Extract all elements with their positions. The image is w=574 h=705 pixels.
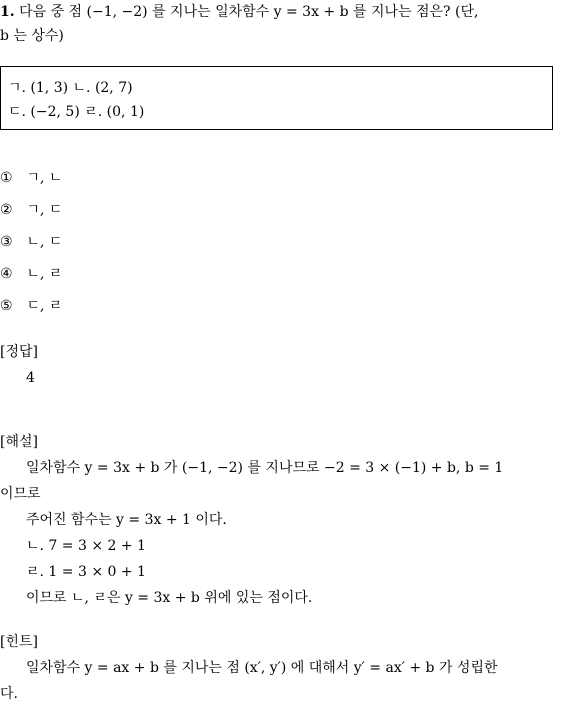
question-number: 1. (0, 4, 15, 20)
option-text: ㄴ, ㄹ (26, 266, 63, 282)
option-text: ㄴ, ㄷ (26, 234, 63, 250)
explanation-line-5: ㄹ. 1 = 3 × 0 + 1 (26, 564, 146, 580)
explanation-line-6: 이므로 ㄴ, ㄹ은 y = 3x + b 위에 있는 점이다. (26, 590, 313, 606)
question-line-1 (0, 2, 478, 22)
option-marker: ② (0, 202, 13, 218)
hint-line-1: 일차함수 y = ax + b 를 지나는 점 (x′, y′) 에 대해서 y′ = ax′ + b 가 성립한 (26, 660, 498, 676)
option-marker: ⑤ (0, 298, 13, 314)
option-2[interactable] (0, 200, 62, 220)
choices-box (0, 66, 553, 130)
hint-label: [힌트] (0, 634, 38, 650)
question-text: 다음 중 점 (−1, −2) 를 지나는 일차함수 y = 3x + b 를 지나는 점은? (단, (19, 4, 479, 20)
explanation-label: [해설] (0, 434, 38, 450)
option-4[interactable] (0, 264, 62, 284)
option-text: ㄱ, ㄴ (26, 170, 63, 186)
option-marker: ① (0, 170, 13, 186)
choices-row-2: ㄷ. (−2, 5) ㄹ. (0, 1) (8, 104, 145, 120)
option-text: ㄷ, ㄹ (26, 298, 63, 314)
option-marker: ④ (0, 266, 13, 282)
explanation-line-2: 이므로 (0, 486, 41, 502)
question-line-2: b 는 상수) (0, 28, 64, 44)
answer-label: [정답] (0, 344, 38, 360)
option-marker: ③ (0, 234, 13, 250)
option-5[interactable] (0, 296, 62, 316)
answer-value: 4 (26, 370, 35, 386)
explanation-line-3: 주어진 함수는 y = 3x + 1 이다. (26, 512, 227, 528)
option-1[interactable] (0, 168, 62, 188)
choices-row-1: ㄱ. (1, 3) ㄴ. (2, 7) (8, 80, 133, 96)
explanation-line-4: ㄴ. 7 = 3 × 2 + 1 (26, 538, 146, 554)
explanation-line-1: 일차함수 y = 3x + b 가 (−1, −2) 를 지나므로 −2 = 3 × (−1) + b, b = 1 (26, 460, 504, 476)
option-3[interactable] (0, 232, 62, 252)
hint-line-2: 다. (0, 686, 18, 702)
option-text: ㄱ, ㄷ (26, 202, 63, 218)
